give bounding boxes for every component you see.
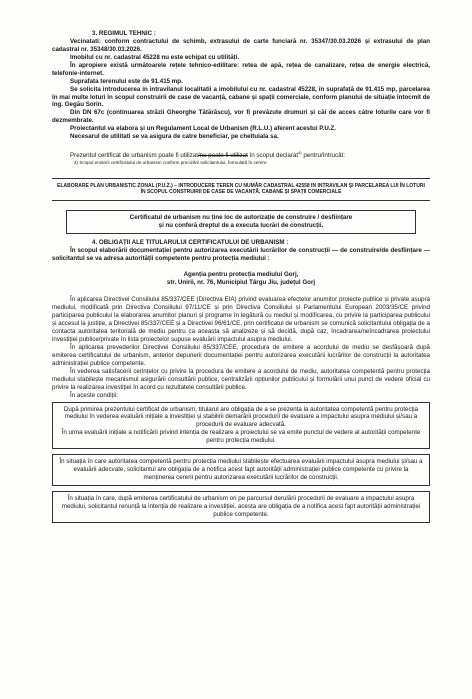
agency-name: Agenția pentru protecția mediului Gorj,: [183, 271, 299, 279]
notice-line-1: Certificatul de urbanism nu ține loc de autorizație de construire / desființare: [129, 213, 353, 221]
obligation-box-3: [52, 491, 430, 523]
para-consultation: În vederea satisfacerii cerințelor cu privire la procedura de emitere a acordului de mediu, autoritatea competentă pentru protecția mediului stabilește mecanismul asigurării consultării publice, centralizării opțiunilor publicului și formulării unui punct de vedere oficial cu privire la realizarea investiției în acord cu rezultatele consultării publice.: [52, 367, 430, 391]
para-conditions: În aceste condiții:: [70, 391, 118, 399]
scope-text: ELABORARE PLAN URBANISTIC ZONAL (P.U.Z.) – INTRODUCERE TEREN CU NUMĂR CADASTRAL 42558 IN INTRAVILAN ȘI PARCELAREA LUI ÎN LOTURI ÎN SCOPUL CONSTRUIRII DE CASE DE VACANȚĂ, CABANE ȘI SPAȚII COMERCIALE: [57, 183, 425, 196]
obligation-box-1: [52, 402, 430, 450]
obligation-3-text: În situația în care, după emiterea certificatului de urbanism ori pe parcursul derulării procedurii de evaluare a impactului asupra mediului, solicitantul renunță la intenția de realizare a investiției, acesta are obligația de a notifica acest fapt autorității administrației publice competente.: [61, 495, 421, 518]
purpose-statement: [52, 150, 430, 160]
para-procedure: În aplicarea prevederilor Directivei Consiliului 85/337/CEE, procedura de emitere a acordului de mediu se desfășoară după emiterea certificatului de urbanism, anterior depunerii documentației pentru autorizarea executării lucrărilor de construcții la autoritatea administrației publice competente.: [52, 343, 430, 367]
section-4: [52, 239, 430, 400]
access-line: Din DN 67c (continuarea străzii Gheorghe Tătărăscu), vor fi prevăzute drumuri și căi de acces către loturile care vor fi dezmembrate.: [52, 109, 430, 125]
vecinatati-line: Vecinatati: conform contractului de schimb, extrasului de carte funciară nr. 35347/30.03.2026 și extrasului de plan cadastral nr. 35348/30.03.2026.: [52, 37, 430, 53]
obligation-1-text-b: În urma evaluării inițiale a notificării privind intenția de realizare a proiectului se va emite punctul de vedere al autorității competente pentru protecția mediului.: [61, 429, 421, 445]
footnote: 4) Scopul emiterii certificatului de urbanism conform precizării solicitantului, formulată în cerere: [74, 160, 267, 166]
beneficiary-line: Necesarul de utilitati se va asigura de catre beneficiar, pe cheltuiala sa.: [70, 133, 279, 141]
divider: [52, 178, 430, 179]
notice-line-2: și nu conferă dreptul de a executa lucrări de construcții.: [158, 221, 324, 229]
agency-address: str. Unirii, nr. 76, Municipiul Târgu Jiu, județul Gorj: [166, 279, 316, 287]
purpose-text-b: în scopul declarat: [249, 152, 299, 160]
para-eia: În aplicarea Directivei Consiliului 85/337/CEE (Directiva EIA) privind evaluarea efectelor anumitor proiecte publice și private asupra mediului, modificată prin Directiva Consiliului 97/11/CE și prin Directiva Consiliului și Parlamentului European 2003/35/CE privind participarea publicului la elaborarea anumitor planuri și programe în legătură cu mediul și modificarea, cu privire la participarea publicului și accesul la justiție, a Directivei 85/337/CEE și a Directivei 96/61/CE, prin certificatul de urbanism se comunică solicitantului obligația de a contacta autoritatea teritorială de mediu pentru ca aceasta să analizeze și să decidă, după caz, încadrarea/neîncadrarea proiectului investiției publice/private în lista proiectelor supuse evaluării impactului asupra mediului.: [52, 296, 430, 344]
obligation-box-2: [52, 454, 430, 486]
networks-line: În apropiere există următoarele rețele tehnico-edilitare: retea de apă, rețea de canalizare, rețea de energie electrică, telefonie-internet.: [52, 61, 430, 77]
utilities-line: Imobilul cu nr. cadastral 45228 nu este echipat cu utilități.: [70, 53, 240, 61]
section-3-heading: 3. REGIMUL TEHNIC :: [92, 30, 156, 37]
purpose-text-c: pentru/întrucât:: [303, 152, 345, 160]
section-4-intro: În scopul elaborării documentației pentru autorizarea executării lucrărilor de construcții — de construire/de desființare — solicitantul se va adresa autorității competente pentru protecția mediului :: [52, 246, 430, 262]
section-4-heading: 4. OBLIGAȚII ALE TITULARULUI CERTIFICATULUI DE URBANISM :: [92, 238, 289, 246]
request-line: Se solicita introducerea in intravilanul localitatii a imobilului cu nr. cadastral 45228, în suprafață de 91.415 mp, parcelarea în mai multe loturi în scopul construirii de case de vacanță, cabane și spații comerciale, conform planului de situație întocmit de ing. Gegău Sorin.: [52, 85, 430, 109]
footnote-marker: 4): [298, 150, 302, 156]
divider: [52, 200, 430, 201]
section-3: [52, 30, 430, 141]
purpose-text-strike: /nu poate fi utilizat: [197, 152, 248, 160]
obligation-2-text: În situația în care autoritatea competentă pentru protecția mediului stabilește efectuarea evaluării impactului asupra mediului și/sau a evaluării adecvate, solicitantul are obligația de a notifica acest fapt autorității administrației publice competente cu privire la menținerea cererii pentru autorizarea executării lucrărilor de construcții.: [59, 458, 423, 482]
purpose-text-a: Prezentul certificat de urbanism poate fi utilizat: [70, 152, 198, 160]
surface-line: Suprafata terenului este de 91.415 mp.: [70, 77, 183, 85]
obligation-1-text: După primirea prezentului certificat de urbanism, titularul are obligația de a se prezenta la autoritatea competentă pentru protecția mediului în vederea evaluării inițiale a investiției și stabilirii demarării procedurii de evaluare a impactului asupra mediului și/sau a procedurii de evaluare adecvată.: [63, 405, 419, 429]
rlu-line: Proiectantul va elabora și un Regulament Local de Urbanism (R.L.U.) aferent acestui P.U.Z.: [70, 125, 337, 133]
notice-box: [66, 210, 416, 234]
